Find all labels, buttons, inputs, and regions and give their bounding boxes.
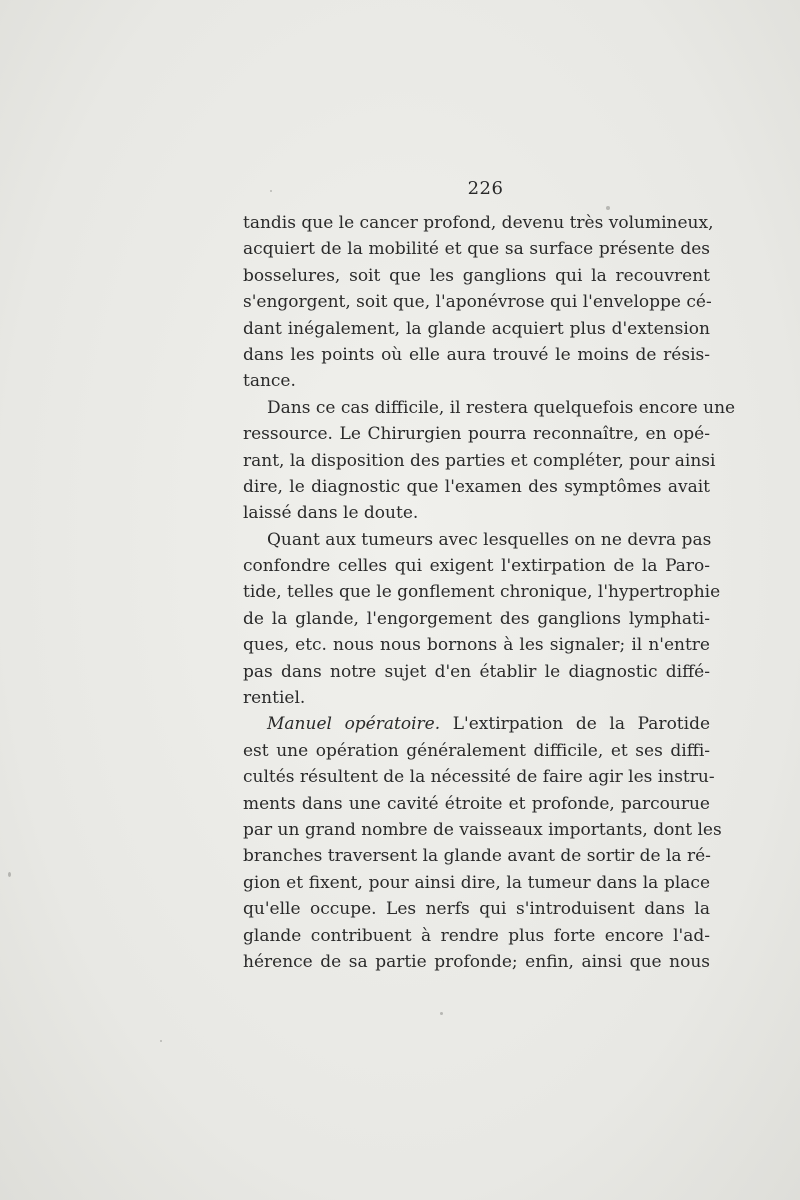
section-first-line-text: L'extirpation de la Parotide (452, 714, 711, 735)
text-line: ques, etc. nous nous bornons à les signaler; il n'entre (243, 635, 710, 656)
section-first-line (243, 711, 710, 737)
text-line: tance. (243, 371, 296, 392)
text-line: tandis que le cancer profond, devenu très volumineux, (243, 213, 714, 233)
paper-speck (440, 1012, 443, 1015)
text-line: qu'elle occupe. Les nerfs qui s'introduisent dans la (243, 899, 710, 920)
paper-speck (8, 872, 11, 877)
text-line: Quant aux tumeurs avec lesquelles on ne devra pas (267, 529, 712, 550)
paper-speck (606, 206, 610, 210)
text-line: Dans ce cas difficile, il restera quelquefois encore une (267, 397, 736, 418)
text-line: confondre celles qui exigent l'extirpation de la Paro- (243, 556, 710, 577)
text-line: dire, le diagnostic que l'examen des symptômes avait (243, 476, 710, 497)
text-line: s'engorgent, soit que, l'aponévrose qui l'enveloppe cé- (243, 292, 712, 313)
text-line: rentiel. (243, 688, 306, 709)
text-line: rant, la disposition des parties et compléter, pour ainsi (243, 450, 716, 471)
page-number: 226 (467, 178, 504, 199)
text-line: bosselures, soit que les ganglions qui la recouvrent (243, 265, 710, 286)
paper-speck (270, 190, 272, 192)
text-line: dant inégalement, la glande acquiert plus d'extension (243, 318, 710, 339)
text-line: acquiert de la mobilité et que sa surface présente des (243, 239, 710, 260)
text-line: pas dans notre sujet d'en établir le diagnostic diffé- (243, 661, 710, 682)
page-text-block (243, 168, 736, 975)
text-line: branches traversent la glande avant de sortir de la ré- (243, 846, 711, 867)
section-heading: Manuel opératoire. (267, 714, 441, 735)
text-line: de la glande, l'engorgement des ganglions lymphati- (243, 608, 710, 629)
text-line: par un grand nombre de vaisseaux importants, dont les (243, 819, 722, 840)
text-line: est une opération généralement difficile, et ses diffi- (243, 740, 710, 761)
paper-speck (160, 1040, 162, 1042)
text-line: gion et fixent, pour ainsi dire, la tumeur dans la place (243, 872, 710, 893)
text-line: ressource. Le Chirurgien pourra reconnaître, en opé- (243, 424, 710, 445)
text-line: laissé dans le doute. (243, 503, 419, 524)
text-line: tide, telles que le gonflement chronique, l'hypertrophie (243, 582, 721, 603)
text-line: dans les points où elle aura trouvé le moins de résis- (243, 344, 710, 365)
text-line: hérence de sa partie profonde; enfin, ainsi que nous (243, 951, 710, 972)
text-line: glande contribuent à rendre plus forte encore l'ad- (243, 925, 710, 946)
text-line: cultés résultent de la nécessité de faire agir les instru- (243, 767, 715, 788)
text-line: ments dans une cavité étroite et profonde, parcourue (243, 793, 710, 814)
